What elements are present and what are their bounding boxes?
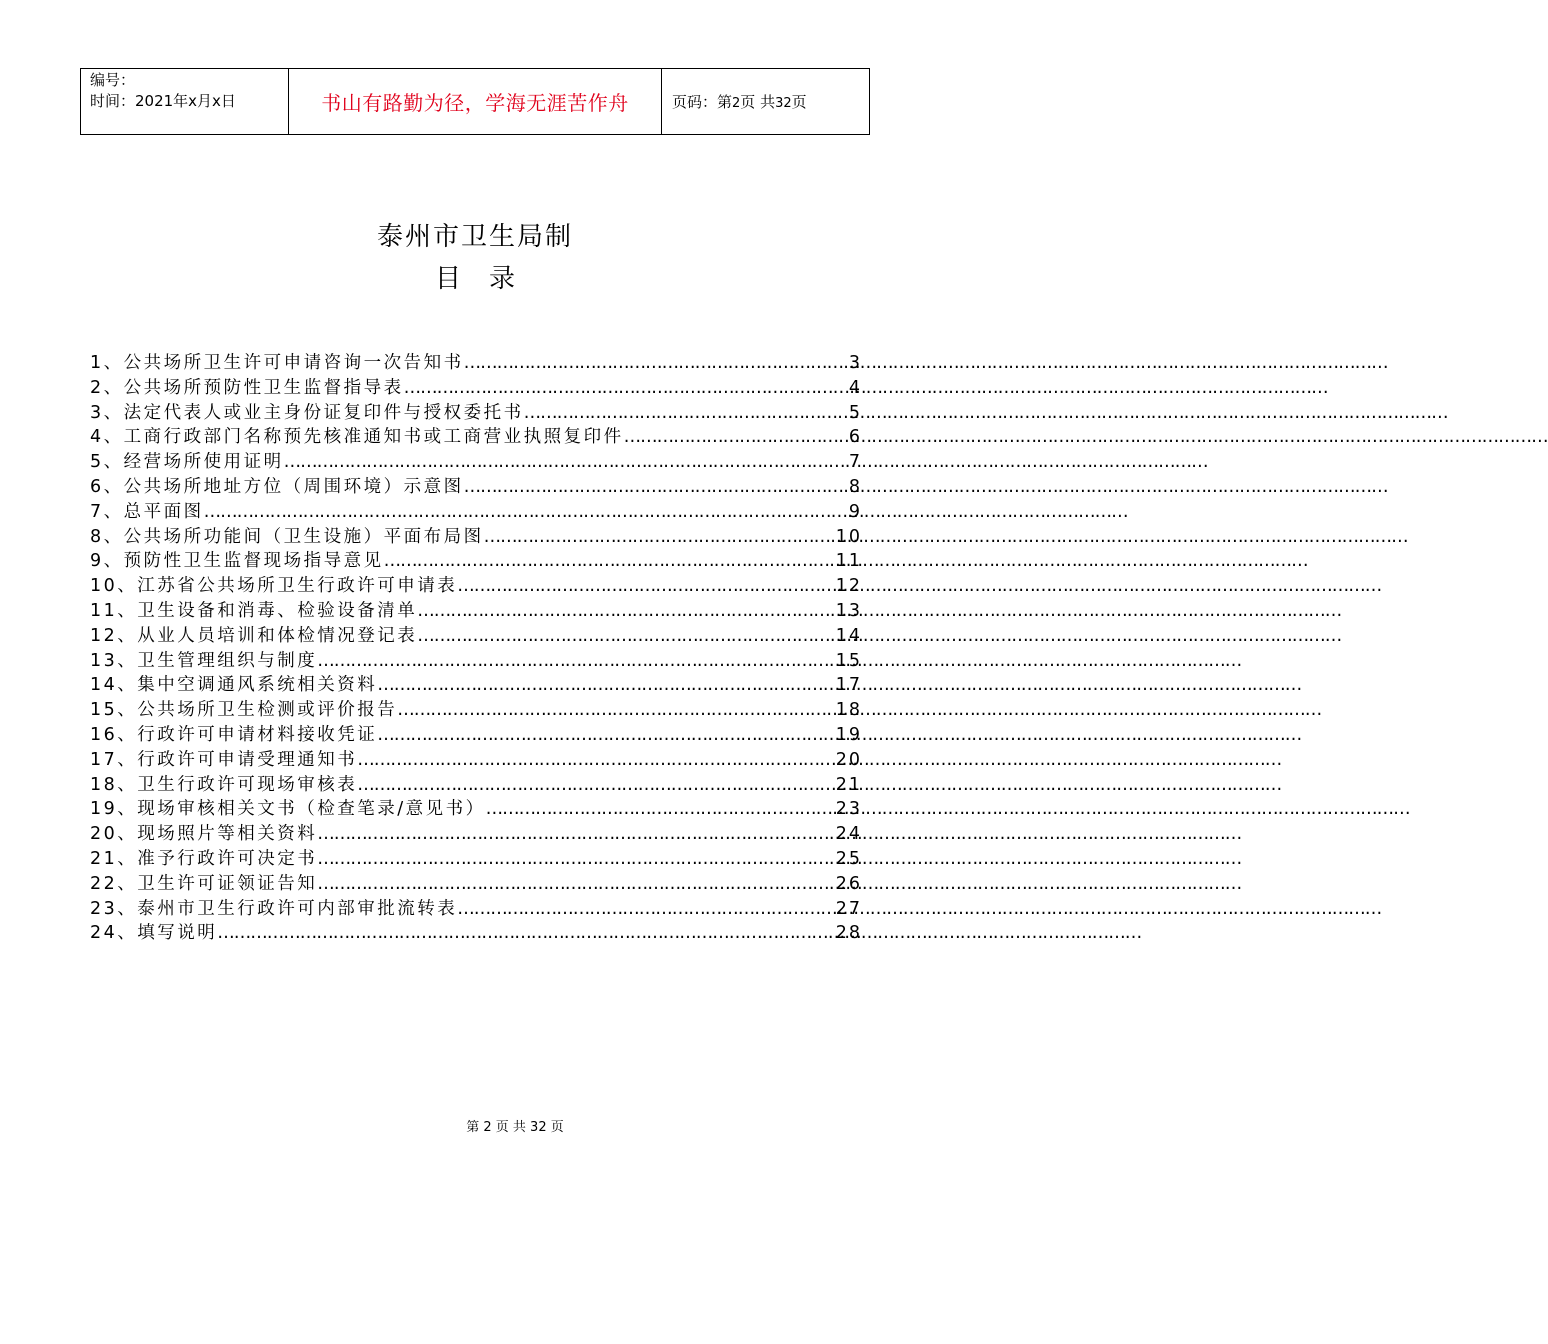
toc-entry-title: 5、经营场所使用证明 [90, 452, 284, 473]
toc-entry-page: 5 [848, 402, 862, 423]
document-subtitle: 目录 [434, 264, 543, 294]
toc-entry-title: 9、预防性卫生监督现场指导意见 [90, 551, 384, 572]
toc-entry-title: 22、卫生许可证领证告知 [90, 873, 318, 894]
toc-entry-page: 15 [835, 650, 862, 671]
table-of-contents [90, 349, 860, 944]
toc-entry-page: 25 [835, 848, 862, 869]
toc-entry-title: 17、行政许可申请受理通知书 [90, 749, 358, 770]
document-title: 泰州市卫生局制 [376, 222, 573, 252]
toc-leader-dots [284, 452, 849, 472]
page-total: 32 [775, 96, 792, 111]
toc-entry-page: 28 [835, 923, 862, 944]
number-label: 编号： [90, 71, 136, 89]
toc-entry[interactable] [90, 423, 860, 448]
toc-leader-dots [317, 824, 835, 844]
toc-entry-page: 11 [835, 551, 862, 572]
toc-entry[interactable] [90, 895, 860, 920]
toc-entry-page: 24 [835, 824, 862, 845]
toc-leader-dots [377, 675, 835, 695]
toc-leader-dots [317, 849, 835, 869]
toc-entry-page: 21 [835, 774, 862, 795]
toc-entry-page: 18 [835, 700, 862, 721]
toc-entry[interactable] [90, 523, 860, 548]
toc-entry[interactable] [90, 622, 860, 647]
page-suffix: 页 [791, 93, 807, 111]
toc-entry-page: 9 [848, 501, 862, 522]
toc-leader-dots [457, 576, 835, 596]
toc-entry-title: 19、现场审核相关文书（检查笔录/意见书） [90, 799, 486, 820]
toc-entry[interactable] [90, 473, 860, 498]
toc-entry-title: 6、公共场所地址方位（周围环境）示意图 [90, 476, 464, 497]
toc-leader-dots [384, 551, 836, 571]
toc-entry[interactable] [90, 746, 860, 771]
toc-entry-page: 19 [835, 724, 862, 745]
toc-entry-page: 8 [848, 476, 862, 497]
toc-entry-page: 17 [835, 675, 862, 696]
toc-leader-dots [217, 923, 835, 943]
toc-leader-dots [417, 601, 835, 621]
motto-text: 书山有路勤为径，学海无涯苦作舟 [321, 91, 629, 115]
toc-entry[interactable] [90, 597, 860, 622]
toc-entry-page: 23 [835, 799, 862, 820]
toc-leader-dots [457, 899, 835, 919]
toc-entry[interactable] [90, 399, 860, 424]
toc-entry-page: 7 [848, 452, 862, 473]
toc-leader-dots [486, 799, 836, 819]
header-meta-cell [81, 69, 289, 135]
toc-leader-dots [397, 700, 835, 720]
toc-entry[interactable] [90, 845, 860, 870]
toc-entry-page: 26 [835, 873, 862, 894]
time-label: 时间：2021年x月x日 [90, 92, 236, 110]
toc-entry-title: 24、填写说明 [90, 923, 218, 944]
toc-entry-page: 20 [835, 749, 862, 770]
toc-entry-title: 20、现场照片等相关资料 [90, 824, 318, 845]
toc-leader-dots [524, 403, 849, 423]
toc-entry-page: 14 [835, 625, 862, 646]
toc-entry-title: 7、总平面图 [90, 501, 204, 522]
toc-leader-dots [464, 477, 849, 497]
toc-leader-dots [377, 725, 835, 745]
toc-entry-title: 3、法定代表人或业主身份证复印件与授权委托书 [90, 402, 524, 423]
header-table [80, 68, 870, 135]
toc-entry-title: 15、公共场所卫生检测或评价报告 [90, 700, 398, 721]
toc-entry-title: 13、卫生管理组织与制度 [90, 650, 318, 671]
toc-entry-page: 13 [835, 600, 862, 621]
page-info-cell [662, 69, 870, 135]
toc-entry-title: 23、泰州市卫生行政许可内部审批流转表 [90, 898, 458, 919]
toc-entry-page: 12 [835, 576, 862, 597]
toc-entry-title: 10、江苏省公共场所卫生行政许可申请表 [90, 576, 458, 597]
toc-entry[interactable] [90, 572, 860, 597]
toc-entry-title: 21、准予行政许可决定书 [90, 848, 318, 869]
toc-leader-dots [357, 775, 835, 795]
toc-entry[interactable] [90, 547, 860, 572]
toc-leader-dots [624, 427, 849, 447]
toc-entry[interactable] [90, 820, 860, 845]
toc-entry[interactable] [90, 448, 860, 473]
toc-entry[interactable] [90, 671, 860, 696]
toc-entry-title: 8、公共场所功能间（卫生设施）平面布局图 [90, 526, 484, 547]
toc-entry[interactable] [90, 498, 860, 523]
toc-entry-page: 27 [835, 898, 862, 919]
toc-entry-title: 16、行政许可申请材料接收凭证 [90, 724, 378, 745]
toc-entry-page: 4 [848, 377, 862, 398]
toc-entry[interactable] [90, 870, 860, 895]
toc-entry-title: 11、卫生设备和消毒、检验设备清单 [90, 600, 418, 621]
toc-entry-title: 18、卫生行政许可现场审核表 [90, 774, 358, 795]
toc-leader-dots [464, 353, 849, 373]
toc-entry[interactable] [90, 349, 860, 374]
toc-leader-dots [317, 874, 835, 894]
toc-entry-title: 14、集中空调通风系统相关资料 [90, 675, 378, 696]
motto-cell [289, 69, 662, 135]
toc-leader-dots [317, 651, 835, 671]
toc-entry[interactable] [90, 374, 860, 399]
toc-entry-page: 6 [848, 427, 862, 448]
toc-entry[interactable] [90, 647, 860, 672]
toc-entry-title: 12、从业人员培训和体检情况登记表 [90, 625, 418, 646]
toc-entry-page: 3 [848, 353, 862, 373]
toc-entry[interactable] [90, 696, 860, 721]
toc-leader-dots [484, 527, 836, 547]
toc-entry-title: 2、公共场所预防性卫生监督指导表 [90, 377, 404, 398]
toc-entry-title: 4、工商行政部门名称预先核准通知书或工商营业执照复印件 [90, 427, 624, 448]
toc-entry[interactable] [90, 721, 860, 746]
toc-leader-dots [357, 750, 835, 770]
toc-leader-dots [404, 378, 849, 398]
toc-entry-page: 10 [835, 526, 862, 547]
page-prefix: 页码：第 [672, 93, 733, 111]
page-footer: 第 2 页 共 32 页 [466, 1120, 564, 1135]
toc-leader-dots [204, 502, 849, 522]
toc-entry[interactable] [90, 771, 860, 796]
page-mid: 页 共 [740, 93, 776, 111]
toc-entry[interactable] [90, 795, 860, 820]
toc-entry[interactable] [90, 919, 860, 944]
toc-leader-dots [417, 626, 835, 646]
toc-entry-title: 1、公共场所卫生许可申请咨询一次告知书 [90, 353, 464, 373]
page-current: 2 [732, 96, 741, 111]
